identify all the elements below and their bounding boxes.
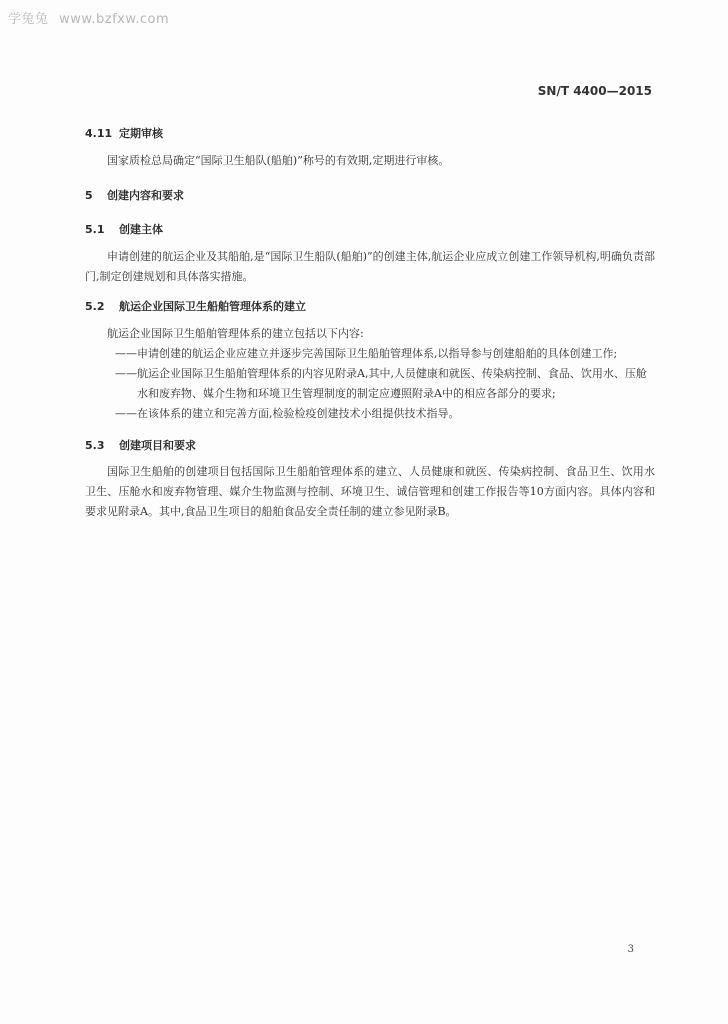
heading-number: 5.2 xyxy=(85,300,105,313)
list-item xyxy=(85,344,655,364)
heading-number: 5 xyxy=(85,189,93,202)
document-code: SN/T 4400—2015 xyxy=(537,84,652,98)
heading-title: 定期审核 xyxy=(119,127,163,140)
document-body xyxy=(85,126,655,522)
dash-marker: —— xyxy=(115,407,137,420)
heading-5-3 xyxy=(85,438,655,454)
list-item-text: 申请创建的航运企业应建立并逐步完善国际卫生船舶管理体系,以指导参与创建船舶的具体创建工作; xyxy=(137,347,618,360)
paragraph-4-11: 国家质检总局确定“国际卫生船队(船舶)”称号的有效期,定期进行审核。 xyxy=(107,154,450,167)
heading-title: 创建项目和要求 xyxy=(119,439,196,452)
watermark-site-url: www.bzfxw.com xyxy=(59,12,170,27)
paragraph-5-3: 国际卫生船舶的创建项目包括国际卫生船舶管理体系的建立、人员健康和就医、传染病控制、食品卫生、饮用水卫生、压舱水和废弃物管理、媒介生物监测与控制、环境卫生、诚信管理和创建工作报告等10方面内容。具体内容和要求见附录A。其中,食品卫生项目的船舶食品安全责任制的建立参见附录B。 xyxy=(85,465,655,518)
heading-4-11 xyxy=(85,126,655,142)
paragraph-5-1: 申请创建的航运企业及其船舶,是“国际卫生船队(船舶)”的创建主体,航运企业应成立创建工作领导机构,明确负责部门,制定创建规划和具体落实措施。 xyxy=(85,250,655,283)
heading-title: 航运企业国际卫生船舶管理体系的建立 xyxy=(119,300,306,313)
list-item-text: 航运企业国际卫生船舶管理体系的内容见附录A,其中,人员健康和就医、传染病控制、食品、饮用水、压舱水和废弃物、媒介生物和环境卫生管理制度的制定应遵照附录A中的相应各部分的要求; xyxy=(137,367,647,400)
heading-5-2 xyxy=(85,299,655,315)
watermark xyxy=(8,8,169,27)
dash-marker: —— xyxy=(115,367,137,380)
heading-title: 创建主体 xyxy=(119,223,163,236)
heading-title: 创建内容和要求 xyxy=(107,189,184,202)
dash-marker: —— xyxy=(115,347,137,360)
list-item-text: 在该体系的建立和完善方面,检验检疫创建技术小组提供技术指导。 xyxy=(137,407,460,420)
heading-5 xyxy=(85,188,655,204)
heading-number: 5.3 xyxy=(85,439,105,452)
page-number: 3 xyxy=(627,944,634,955)
heading-5-1 xyxy=(85,222,655,238)
paragraph-5-2-intro: 航运企业国际卫生船舶管理体系的建立包括以下内容: xyxy=(107,327,364,340)
list-item xyxy=(85,364,655,404)
heading-number: 5.1 xyxy=(85,223,105,236)
heading-number: 4.11 xyxy=(85,127,113,140)
list-item xyxy=(85,404,655,424)
watermark-site-name: 学兔兔 xyxy=(8,12,49,27)
